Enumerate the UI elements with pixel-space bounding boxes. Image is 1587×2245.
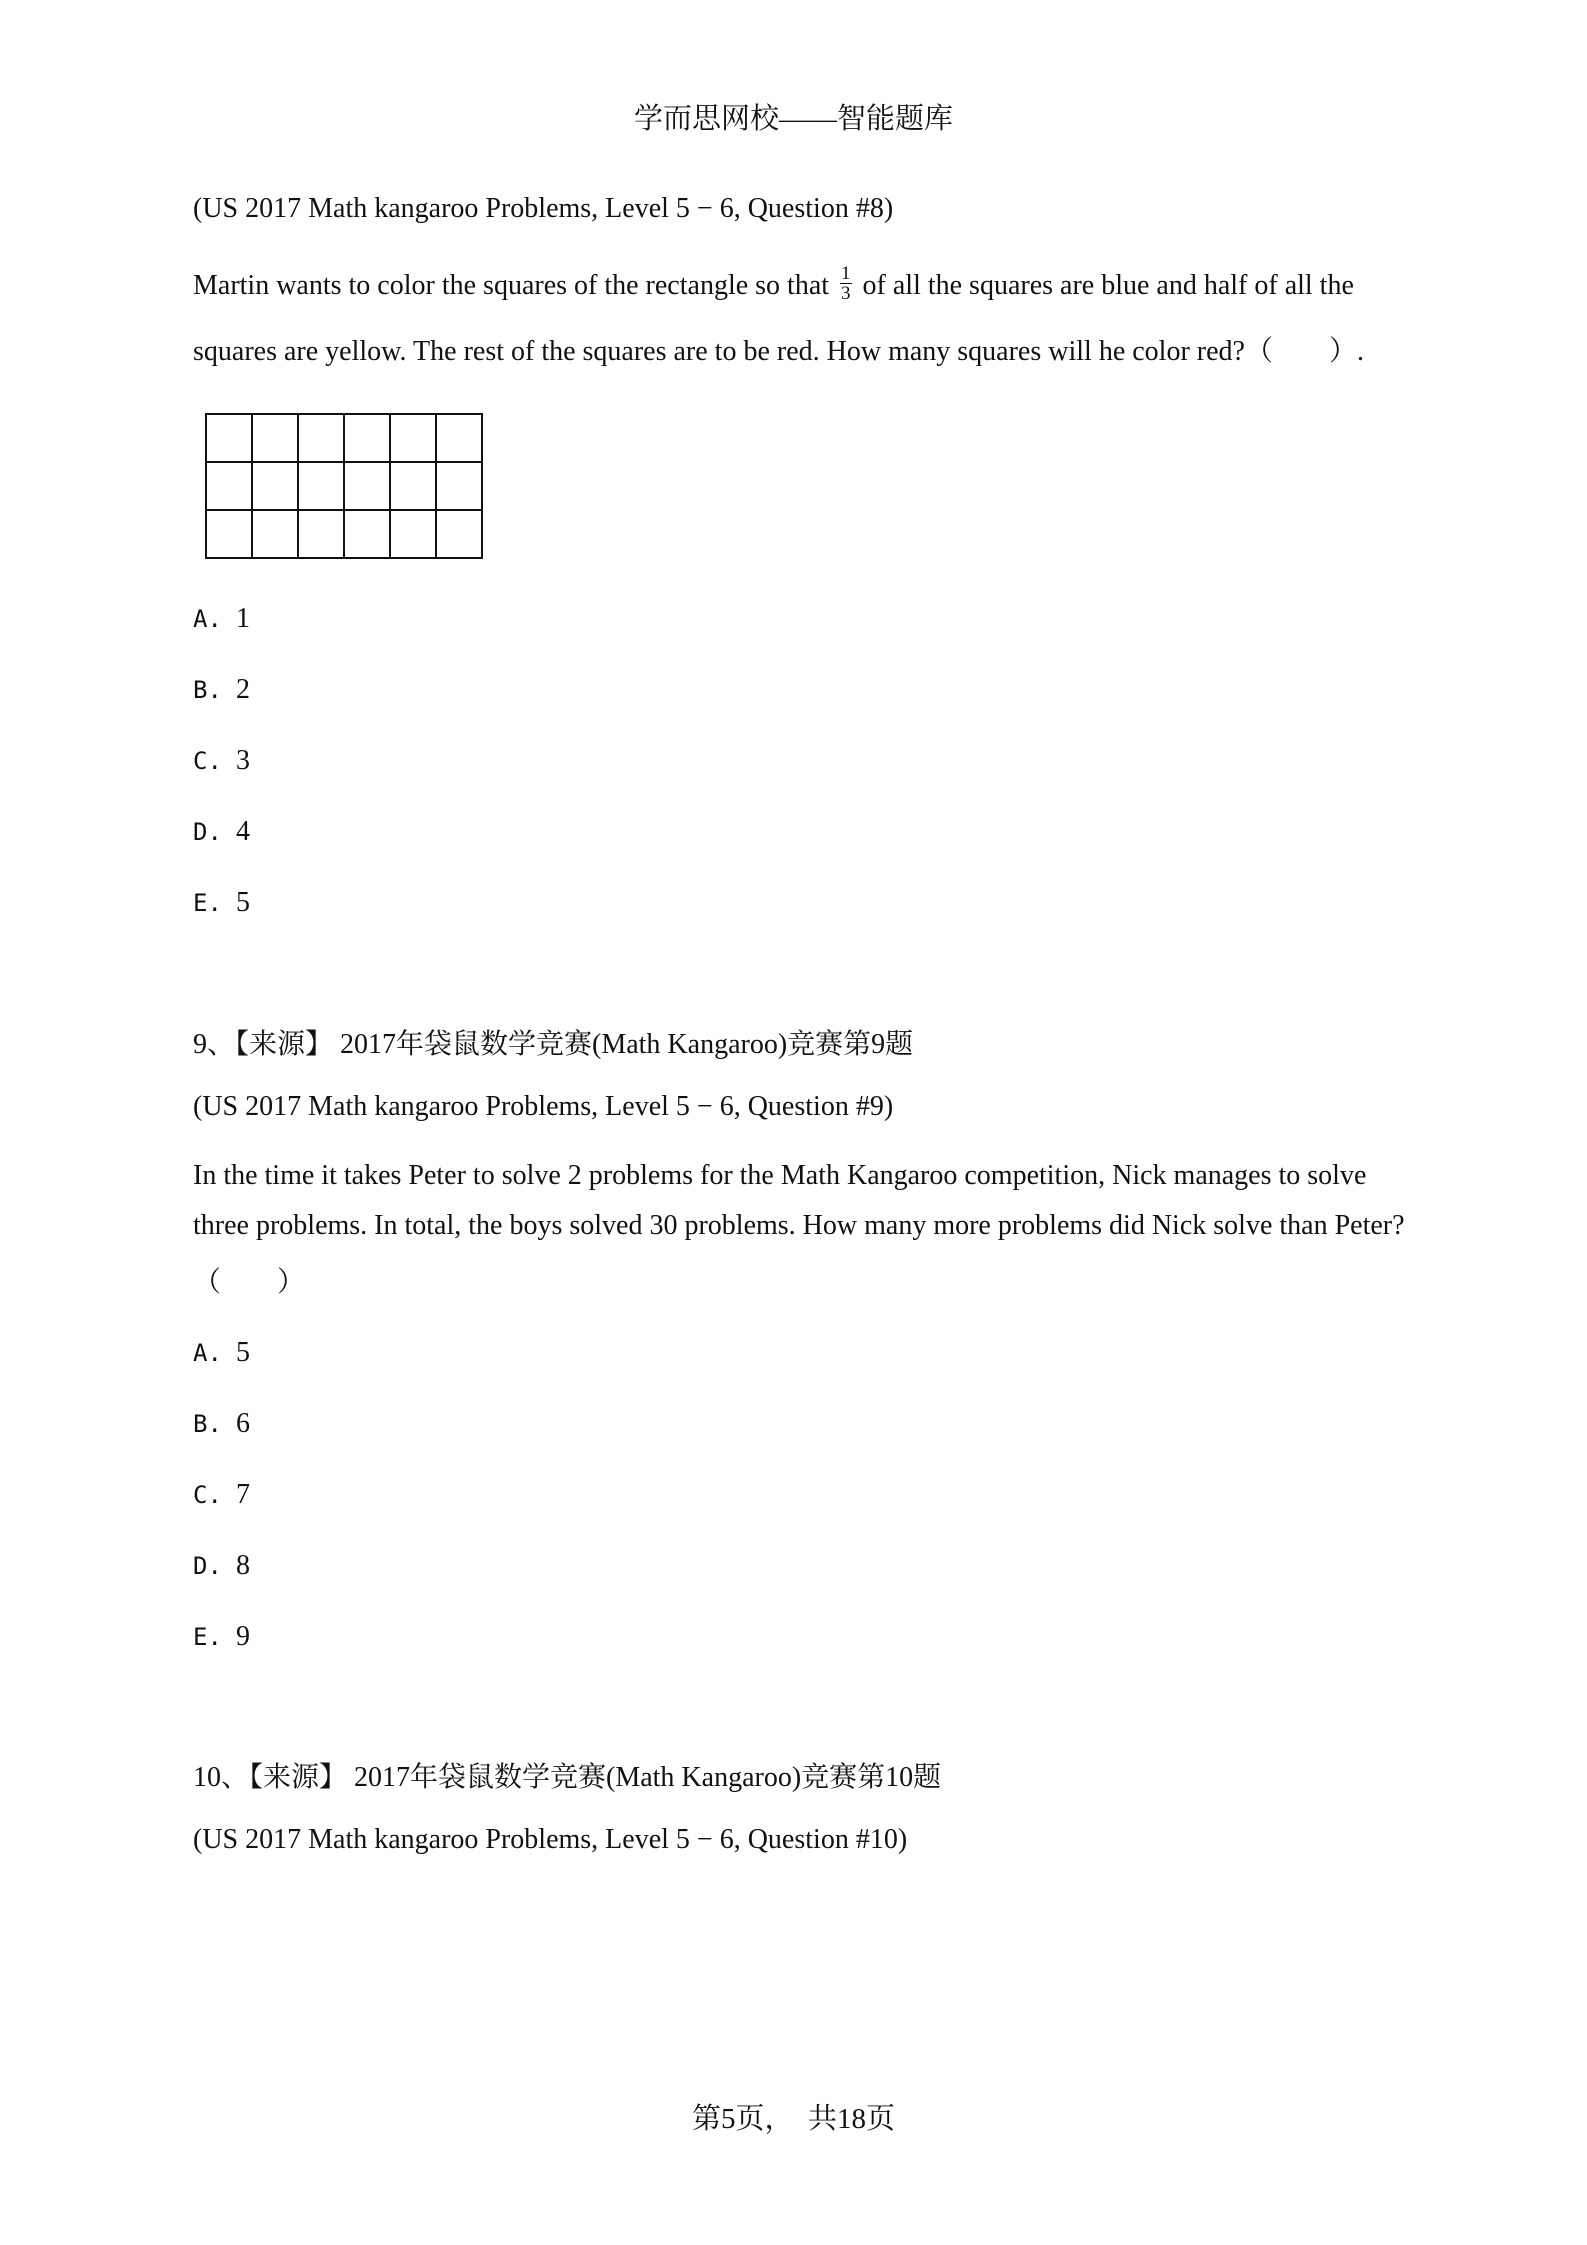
fraction-one-third	[840, 264, 852, 303]
option-letter: D.	[193, 1552, 222, 1580]
grid-square	[344, 414, 390, 462]
page-header: 学而思网校——智能题库	[633, 103, 953, 135]
grid-square	[298, 510, 344, 558]
grid-row	[206, 510, 482, 558]
option-value: 1	[236, 603, 250, 634]
answer-option	[193, 674, 250, 706]
option-letter: E.	[193, 1623, 222, 1651]
answer-option	[193, 745, 250, 777]
answer-option	[193, 1479, 250, 1511]
answer-option	[193, 1337, 250, 1369]
grid-square	[252, 462, 298, 510]
answer-option	[193, 816, 250, 848]
option-letter: A.	[193, 605, 222, 633]
grid-square	[206, 462, 252, 510]
grid-square	[252, 510, 298, 558]
answer-option	[193, 887, 250, 919]
grid-square	[344, 510, 390, 558]
q8-source: (US 2017 Math kangaroo Problems, Level 5 − 6, Question #8)	[193, 193, 894, 224]
q10-heading: 10、【来源】 2017年袋鼠数学竞赛(Math Kangaroo)竞赛第10题	[193, 1762, 942, 1793]
q9-text-line2: three problems. In total, the boys solved 30 problems. How many more problems did Nick solve than Peter?	[193, 1210, 1405, 1241]
grid-square	[298, 462, 344, 510]
option-value: 5	[236, 887, 250, 918]
option-letter: B.	[193, 1410, 222, 1438]
grid-square	[436, 462, 482, 510]
page-footer: 第5页， 共18页	[691, 2103, 895, 2135]
grid-square	[206, 414, 252, 462]
option-value: 5	[236, 1337, 250, 1368]
q8-text-line2: squares are yellow. The rest of the squares are to be red. How many squares will he color red?（ ）.	[193, 336, 1364, 367]
q9-source: (US 2017 Math kangaroo Problems, Level 5 − 6, Question #9)	[193, 1091, 894, 1122]
option-value: 6	[236, 1408, 250, 1439]
grid-row	[206, 414, 482, 462]
option-value: 9	[236, 1621, 250, 1652]
option-letter: C.	[193, 747, 222, 775]
option-value: 8	[236, 1550, 250, 1581]
grid-square	[390, 510, 436, 558]
answer-option	[193, 1621, 250, 1653]
grid-square	[436, 414, 482, 462]
q8-text-line1	[193, 263, 1354, 307]
fraction-numerator: 1	[841, 263, 851, 284]
rectangle-grid	[205, 413, 483, 559]
option-value: 3	[236, 745, 250, 776]
option-letter: A.	[193, 1339, 222, 1367]
option-letter: E.	[193, 889, 222, 917]
grid-square	[344, 462, 390, 510]
grid-square	[252, 414, 298, 462]
option-value: 4	[236, 816, 250, 847]
q9-text-line1: In the time it takes Peter to solve 2 problems for the Math Kangaroo competition, Nick manages to solve	[193, 1160, 1367, 1191]
option-letter: C.	[193, 1481, 222, 1509]
answer-option	[193, 1408, 250, 1440]
option-letter: B.	[193, 676, 222, 704]
grid-square	[436, 510, 482, 558]
q10-source: (US 2017 Math kangaroo Problems, Level 5 − 6, Question #10)	[193, 1824, 908, 1855]
q9-text-line3: （ ）	[193, 1267, 306, 1298]
grid-square	[390, 462, 436, 510]
answer-option	[193, 1550, 250, 1582]
option-letter: D.	[193, 818, 222, 846]
q8-text-b: of all the squares are blue and half of all the	[855, 269, 1354, 301]
option-value: 2	[236, 674, 250, 705]
fraction-denominator: 3	[841, 283, 851, 304]
grid-square	[206, 510, 252, 558]
grid-square	[390, 414, 436, 462]
answer-option	[193, 603, 250, 635]
grid-square	[298, 414, 344, 462]
q8-text-a: Martin wants to color the squares of the rectangle so that	[193, 269, 837, 301]
grid-row	[206, 462, 482, 510]
q9-heading: 9、【来源】 2017年袋鼠数学竞赛(Math Kangaroo)竞赛第9题	[193, 1029, 914, 1060]
option-value: 7	[236, 1479, 250, 1510]
